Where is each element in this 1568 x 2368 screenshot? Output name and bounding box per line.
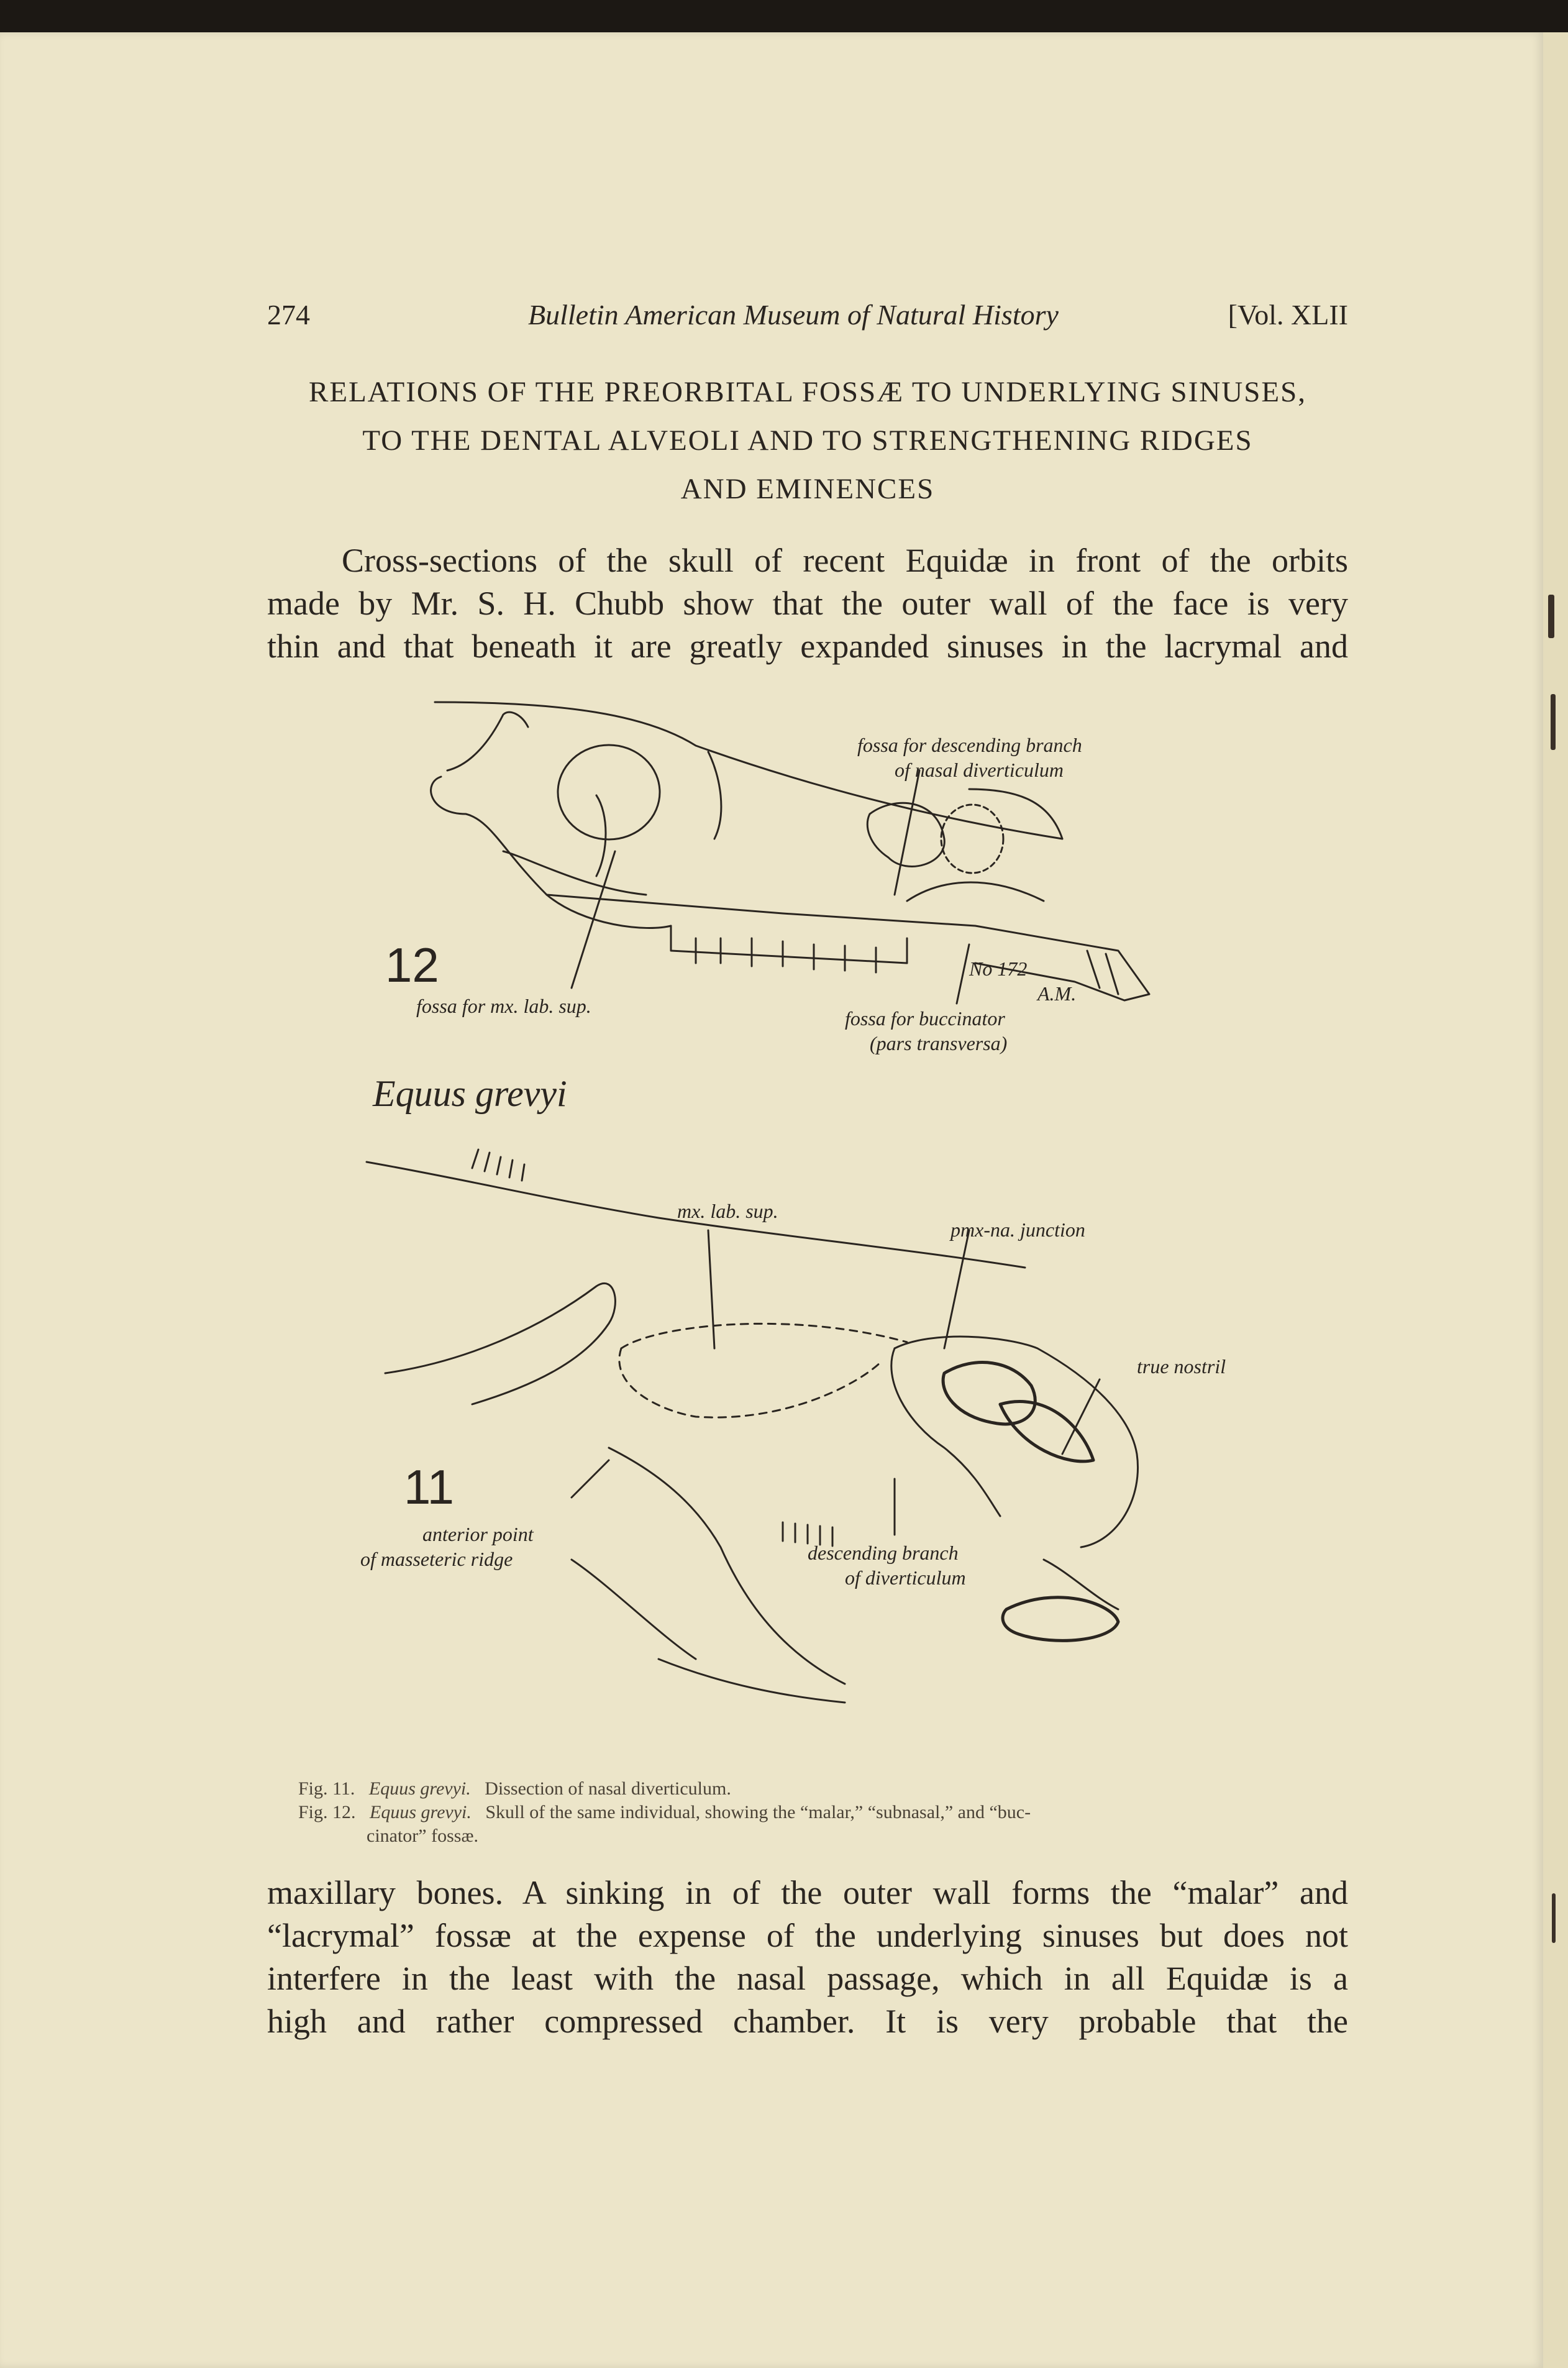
paragraph-line: “lacrymal” fossæ at the expense of the underlying sinuses but does not	[267, 1917, 1348, 1954]
paragraph-intro	[267, 539, 1348, 668]
volume-label: [Vol. XLII	[1228, 299, 1348, 331]
caption-fig11-text: Dissection of nasal diverticulum.	[485, 1778, 731, 1799]
label-specimen-number: No 172	[969, 958, 1028, 980]
journal-title: Bulletin American Museum of Natural History	[528, 299, 1059, 331]
caption-fig12-continued: cinator” fossæ.	[367, 1826, 478, 1846]
label-descending-branch: descending branch	[808, 1542, 959, 1564]
fossa-shape	[941, 805, 1003, 873]
caption-fig11	[298, 1777, 1379, 1801]
label-anterior-point: anterior point	[422, 1523, 534, 1545]
margin-mark	[1551, 694, 1556, 750]
paragraph-line: Cross-sections of the skull of recent Equidæ in front of the orbits	[342, 542, 1348, 579]
label-true-nostril: true nostril	[1137, 1355, 1226, 1378]
caption-fig11-species: Equus grevyi.	[368, 1778, 471, 1799]
paragraph-continuation	[267, 1872, 1348, 2043]
margin-mark	[1548, 595, 1554, 638]
margin-mark	[1552, 1893, 1556, 1943]
figure-number-11: 11	[404, 1460, 454, 1514]
figure-number-12: 12	[385, 938, 439, 992]
caption-fig12	[298, 1801, 1379, 1824]
paragraph-line: thin and that beneath it are greatly expanded sinuses in the lacrymal and	[267, 628, 1348, 665]
scan-right-edge	[1543, 32, 1568, 2368]
label-mx-lab-sup: mx. lab. sup.	[677, 1200, 778, 1222]
label-nasal-diverticulum: of nasal diverticulum	[895, 759, 1064, 781]
label-buccinator: fossa for buccinator	[845, 1007, 1005, 1030]
paragraph-line: maxillary bones. A sinking in of the outer wall forms the “malar” and	[267, 1874, 1348, 1911]
label-pars-transversa: (pars transversa)	[870, 1032, 1008, 1054]
caption-fig12-text: Skull of the same individual, showing the “malar,” “subnasal,” and “buc-	[485, 1802, 1031, 1822]
caption-fig12-species: Equus grevyi.	[370, 1802, 472, 1822]
paragraph-line: interfere in the least with the nasal passage, which in all Equidæ is a	[267, 1960, 1348, 1997]
orbit-shape	[558, 745, 660, 839]
section-heading	[267, 368, 1348, 513]
skull-figures	[348, 690, 1317, 1758]
figure-species-label: Equus grevyi	[373, 1073, 567, 1114]
label-specimen-collection: A.M.	[1037, 982, 1077, 1005]
paragraph-line: high and rather compressed chamber. It is very probable that the	[267, 2003, 1348, 2040]
heading-line: AND EMINENCES	[680, 473, 935, 505]
label-of-diverticulum: of diverticulum	[845, 1566, 966, 1589]
page-number: 274	[267, 299, 310, 331]
heading-line: TO THE DENTAL ALVEOLI AND TO STRENGTHENING RIDGES	[362, 424, 1253, 457]
caption-fig11-number: Fig. 11.	[298, 1778, 355, 1799]
caption-fig12-number: Fig. 12.	[298, 1802, 356, 1822]
label-pmx-junction: pmx-na. junction	[950, 1218, 1085, 1241]
paragraph-line: made by Mr. S. H. Chubb show that the outer wall of the face is very	[267, 585, 1348, 622]
label-fossa-descending: fossa for descending branch	[857, 734, 1082, 756]
heading-line: RELATIONS OF THE PREORBITAL FOSSÆ TO UNDERLYING SINUSES,	[309, 376, 1306, 408]
running-header	[267, 293, 1348, 337]
label-fossa-mx: fossa for mx. lab. sup.	[416, 995, 591, 1017]
label-masseteric-ridge: of masseteric ridge	[360, 1548, 513, 1570]
scan-top-edge	[0, 0, 1568, 32]
figure-caption	[298, 1777, 1379, 1848]
